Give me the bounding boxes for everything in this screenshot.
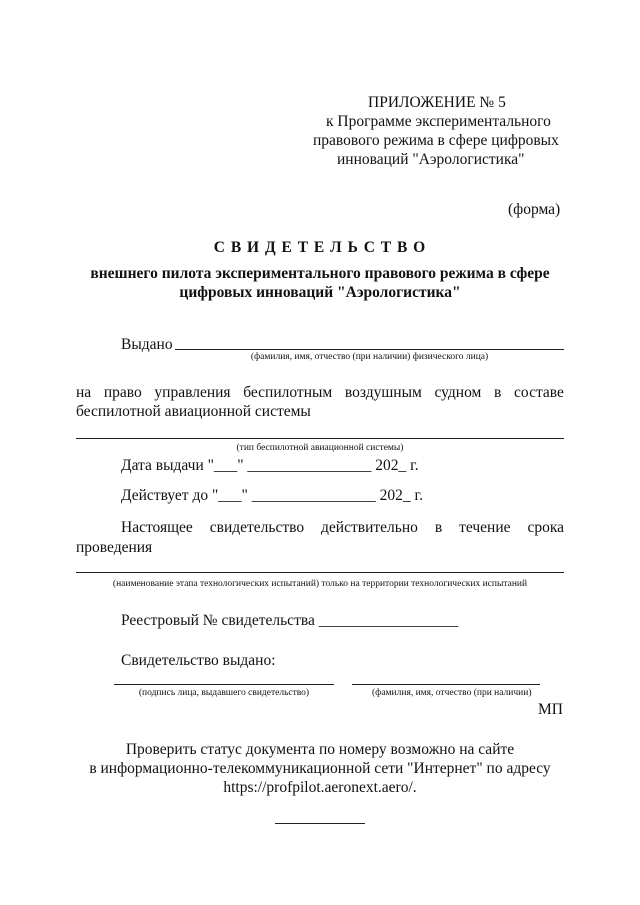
document-title: С В И Д Е Т Е Л Ь С Т В О <box>213 239 427 256</box>
validity-line-1 <box>121 519 564 537</box>
validity-line-2: проведения <box>76 539 153 556</box>
appendix-line-2: правового режима в сфере цифровых <box>313 132 559 149</box>
issued-by-label: Свидетельство выдано: <box>121 652 276 669</box>
issued-to-label: Выдано <box>121 336 173 353</box>
test-stage-field[interactable] <box>76 572 564 573</box>
uas-type-field[interactable] <box>76 438 564 439</box>
right-text-word: беспилотным <box>243 384 333 401</box>
right-text-word: управления <box>154 384 231 401</box>
footer-line-2: в информационно-телекоммуникационной сети "Интернет" по адресу <box>89 760 551 777</box>
right-text-word: составе <box>514 384 564 401</box>
signature-hint: (подпись лица, выдавшего свидетельство) <box>138 688 310 698</box>
test-stage-hint: (наименование этапа технологических испытаний) только на территории технологических испытаний <box>112 579 528 589</box>
uas-type-hint: (тип беспилотной авиационной системы) <box>236 443 404 453</box>
signature-field[interactable] <box>114 684 334 685</box>
registry-number-line[interactable]: Реестровый № свидетельства __________________ <box>121 612 459 629</box>
issued-to-hint: (фамилия, имя, отчество (при наличии) физического лица) <box>250 352 489 362</box>
validity-word: течение <box>459 519 511 536</box>
appendix-number: ПРИЛОЖЕНИЕ № 5 <box>368 94 506 111</box>
valid-until-line[interactable]: Действует до "___" ________________ 202_ г. <box>121 487 423 504</box>
validity-word: Настоящее <box>121 519 193 536</box>
document-subtitle-line-2: цифровых инноваций "Аэрологистика" <box>179 284 461 301</box>
right-text-word: на <box>76 384 92 401</box>
right-text-line-1 <box>76 384 564 402</box>
issuer-name-field[interactable] <box>352 684 540 685</box>
validity-word: срока <box>527 519 564 536</box>
issuer-name-hint: (фамилия, имя, отчество (при наличии) <box>372 688 532 698</box>
validity-word: в <box>434 519 443 536</box>
issue-date-line[interactable]: Дата выдачи "___" ________________ 202_ г. <box>121 457 419 474</box>
stamp-mark: МП <box>538 701 563 718</box>
appendix-line-1: к Программе экспериментального <box>326 113 551 130</box>
right-text-word: право <box>103 384 142 401</box>
document-subtitle-line-1: внешнего пилота экспериментального правового режима в сфере <box>90 265 550 282</box>
footer-url[interactable]: https://profpilot.aeronext.aero/. <box>223 779 417 796</box>
appendix-line-3: инноваций "Аэрологистика" <box>337 151 525 168</box>
footer-line-1: Проверить статус документа по номеру возможно на сайте <box>125 741 515 758</box>
issued-to-field[interactable] <box>175 349 564 350</box>
validity-word: свидетельство <box>209 519 305 536</box>
validity-word: действительно <box>321 519 418 536</box>
form-mark: (форма) <box>508 201 561 218</box>
closing-rule <box>275 823 365 824</box>
right-text-word: судном <box>434 384 482 401</box>
right-text-word: в <box>494 384 502 401</box>
right-text-word: воздушным <box>344 384 422 401</box>
right-text-line-2: беспилотной авиационной системы <box>76 403 311 420</box>
